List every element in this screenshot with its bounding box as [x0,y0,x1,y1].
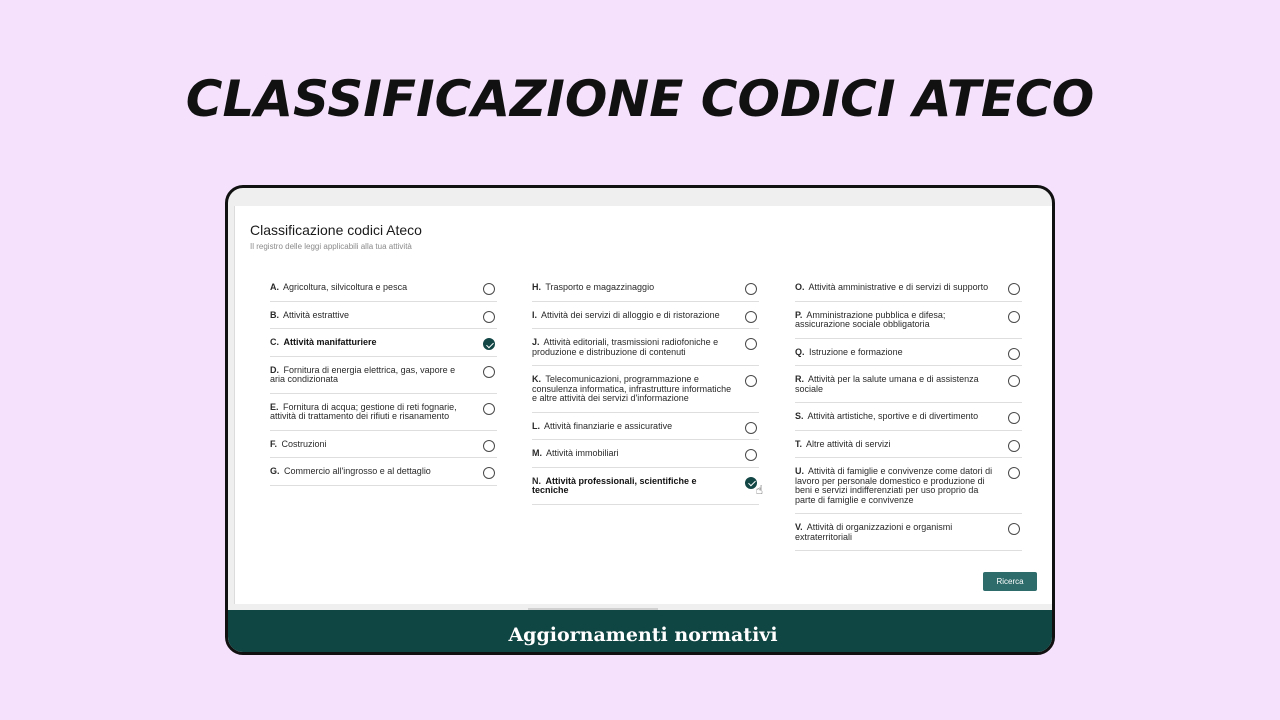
radio-icon[interactable] [745,422,757,434]
ateco-column-3 [795,274,1022,551]
ateco-code: U. [795,466,804,476]
ateco-label: Altre attività di servizi [806,438,891,449]
radio-icon[interactable] [1008,375,1020,387]
ateco-label: Attività professionali, scientifiche e tecniche [532,475,697,495]
checked-radio-icon[interactable] [483,338,495,350]
ateco-option[interactable] [532,274,759,302]
footer-banner [228,610,1055,655]
ateco-option[interactable] [795,274,1022,302]
radio-icon[interactable] [745,283,757,295]
ateco-label: Attività di famiglie e convivenze come datori di lavoro per personale domestico e produzione di beni e servizi indifferenziati per uso proprio da parte di famiglie e convivenze [795,466,993,505]
radio-icon[interactable] [1008,311,1020,323]
ateco-label: Attività artistiche, sportive e di divertimento [807,411,979,421]
ateco-label: Amministrazione pubblica e difesa; assicurazione sociale obbligatoria [795,309,946,329]
ateco-label: Fornitura di acqua; gestione di reti fognarie, attività di trattamento dei rifiuti e risanamento [270,401,457,421]
ateco-option[interactable] [795,366,1022,403]
ateco-code: E. [270,401,279,412]
radio-icon[interactable] [1008,348,1020,360]
search-button[interactable]: Ricerca [983,572,1037,591]
ateco-label: Attività editoriali, trasmissioni radiofoniche e produzione e distribuzione di contenuti [532,337,719,357]
ateco-code: J. [532,337,540,347]
ateco-code: M. [532,448,542,458]
radio-icon[interactable] [745,311,757,323]
ateco-code: P. [795,309,803,320]
radio-icon[interactable] [483,440,495,452]
radio-icon[interactable] [483,283,495,295]
ateco-option[interactable] [795,339,1022,367]
ateco-label: Attività per la salute umana e di assistenza sociale [795,374,979,394]
ateco-label: Attività manifatturiere [283,337,377,347]
ateco-label: Attività amministrative e di servizi di supporto [808,282,989,292]
radio-icon[interactable] [745,375,757,387]
hero-title: CLASSIFICAZIONE CODICI ATECO [185,70,1095,128]
ateco-option[interactable] [270,274,497,302]
ateco-label: Attività immobiliari [546,448,619,458]
radio-icon[interactable] [1008,440,1020,452]
ateco-code: N. [532,475,541,486]
ateco-label: Commercio all'ingrosso e al dettaglio [284,466,431,476]
radio-icon[interactable] [483,366,495,378]
ateco-panel [234,206,1055,604]
ateco-code: R. [795,374,804,384]
ateco-label: Attività di organizzazioni e organismi extraterritoriali [795,522,953,542]
footer-title: Aggiornamenti normativi [508,624,778,646]
radio-icon[interactable] [745,449,757,461]
ateco-option[interactable] [270,302,497,330]
ateco-code: D. [270,364,279,375]
ateco-code: B. [270,309,279,320]
ateco-label: Costruzioni [281,438,327,449]
ateco-option[interactable] [532,413,759,441]
panel-subtitle: Il registro delle leggi applicabili alla tua attività [250,242,412,251]
ateco-option[interactable] [532,366,759,413]
ateco-code: K. [532,374,541,384]
radio-icon[interactable] [1008,523,1020,535]
radio-icon[interactable] [483,467,495,479]
ateco-code: S. [795,411,804,421]
ateco-option[interactable] [795,458,1022,514]
ateco-label: Attività dei servizi di alloggio e di ristorazione [541,309,720,320]
ateco-option[interactable] [270,357,497,394]
ateco-label: Telecomunicazioni, programmazione e consulenza informatica, infrastrutture informatiche e altre attività dei servizi d'informazione [532,374,732,403]
ateco-code: T. [795,438,803,449]
radio-icon[interactable] [483,403,495,415]
ateco-option[interactable] [532,329,759,366]
ateco-label: Attività estrattive [283,309,350,320]
ateco-option[interactable] [270,431,497,459]
radio-icon[interactable] [1008,412,1020,424]
ateco-option[interactable] [795,431,1022,459]
ateco-code: F. [270,438,278,449]
ateco-label: Trasporto e magazzinaggio [545,282,655,292]
ateco-option[interactable] [795,514,1022,551]
ateco-label: Fornitura di energia elettrica, gas, vapore e aria condizionata [270,364,456,384]
ateco-option[interactable] [532,468,763,505]
radio-icon[interactable] [1008,467,1020,479]
ateco-column-2 [532,274,763,505]
ateco-option[interactable] [270,329,497,357]
ateco-option[interactable] [795,302,1022,339]
panel-title: Classificazione codici Ateco [250,222,422,238]
ateco-option[interactable] [795,403,1022,431]
ateco-column-1 [270,274,497,486]
ateco-option[interactable] [270,394,497,431]
radio-icon[interactable] [745,338,757,350]
ateco-code: I. [532,309,538,320]
radio-icon[interactable] [483,311,495,323]
ateco-code: C. [270,337,279,347]
ateco-code: G. [270,466,280,476]
hand-cursor-icon: ☝ [755,482,763,497]
ateco-option[interactable] [532,440,759,468]
ateco-code: A. [270,282,279,292]
ateco-label: Istruzione e formazione [809,346,903,357]
radio-icon[interactable] [1008,283,1020,295]
ateco-code: O. [795,282,805,292]
ateco-label: Agricoltura, silvicoltura e pesca [283,282,408,292]
ateco-code: H. [532,282,541,292]
ateco-code: L. [532,420,540,431]
ateco-code: V. [795,522,803,532]
ateco-code: Q. [795,346,805,357]
ateco-option[interactable] [270,458,497,486]
ateco-label: Attività finanziarie e assicurative [544,420,673,431]
ateco-option[interactable] [532,302,759,330]
device-frame [225,185,1055,655]
